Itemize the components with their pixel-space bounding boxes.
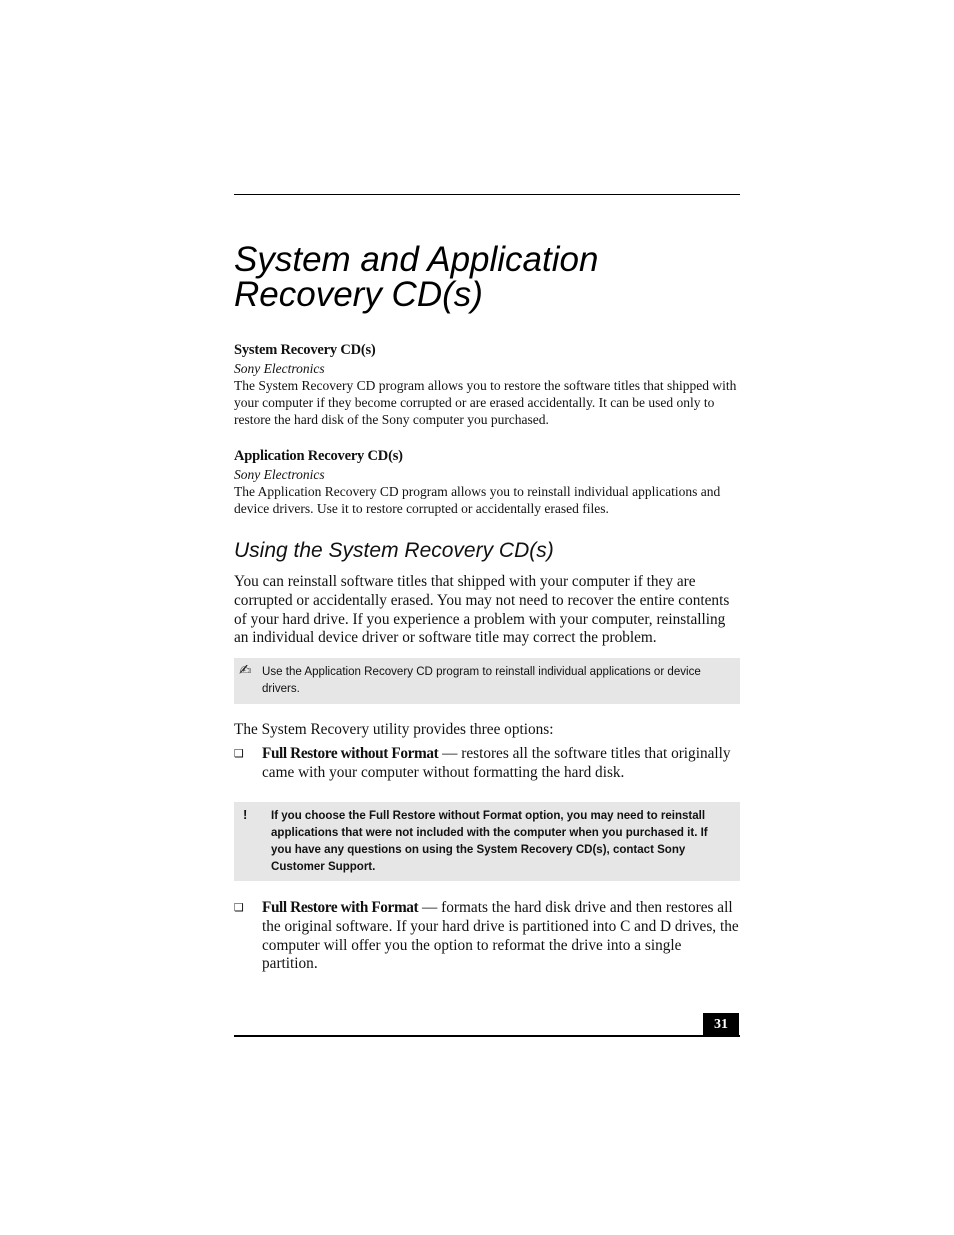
warning-exclamation-icon: !: [243, 807, 248, 822]
application-cd-vendor: Sony Electronics: [234, 467, 325, 482]
top-rule: [234, 194, 740, 195]
system-cd-vendor: Sony Electronics: [234, 361, 325, 376]
system-cd-description: The System Recovery CD program allows you to restore the software titles that shipped with your computer if they become corrupted or are erased accidentally. It can be used only to restore the hard disk of the Sony computer you purchased.: [234, 378, 737, 427]
page-title: [234, 242, 754, 312]
intro-paragraph: You can reinstall software titles that shipped with your computer if they are corrupted or accidentally erased. You may not need to recover the entire contents of your hard drive. If you experience a problem with your computer, reinstalling an individual device driver or software title may correct the problem.: [234, 573, 730, 647]
bottom-rule: [234, 1035, 740, 1037]
warning-text: If you choose the Full Restore without Format option, you may need to reinstall applications that were not included with the computer when you purchased it. If you have any questions on using the System Recovery CD(s), contact Sony Customer Support.: [271, 808, 708, 873]
item-term: Full Restore without Format: [262, 745, 439, 762]
page-number: 31: [703, 1013, 739, 1036]
item-description: — formats the hard disk drive and then restores all the original software. If your hard drive is partitioned into C and D drives, the computer will offer you the option to reformat the drive into a single partition.: [262, 899, 739, 973]
warning-box: [234, 802, 740, 881]
note-text: Use the Application Recovery CD program to reinstall individual applications or device drivers.: [262, 664, 701, 695]
page-title-line-1: System and Application: [234, 240, 599, 279]
item-term: Full Restore with Format: [262, 899, 419, 916]
options-intro: The System Recovery utility provides three options:: [234, 721, 554, 738]
section-heading: Using the System Recovery CD(s): [234, 539, 554, 562]
page-title-line-2: Recovery CD(s): [234, 275, 483, 314]
checkbox-bullet-icon: ❑: [234, 747, 244, 760]
application-cd-heading: Application Recovery CD(s): [234, 448, 403, 464]
list-item: [262, 899, 740, 974]
item-description: — restores all the software titles that originally came with your computer without formatting the hard disk.: [262, 745, 731, 781]
note-box: [234, 658, 740, 704]
checkbox-bullet-icon: ❑: [234, 901, 244, 914]
system-cd-heading: System Recovery CD(s): [234, 342, 376, 358]
list-item: [262, 745, 740, 783]
note-pencil-icon: ✍: [239, 661, 252, 679]
application-cd-description: The Application Recovery CD program allows you to reinstall individual applications and device drivers. Use it to restore corrupted or accidentally erased files.: [234, 484, 721, 516]
